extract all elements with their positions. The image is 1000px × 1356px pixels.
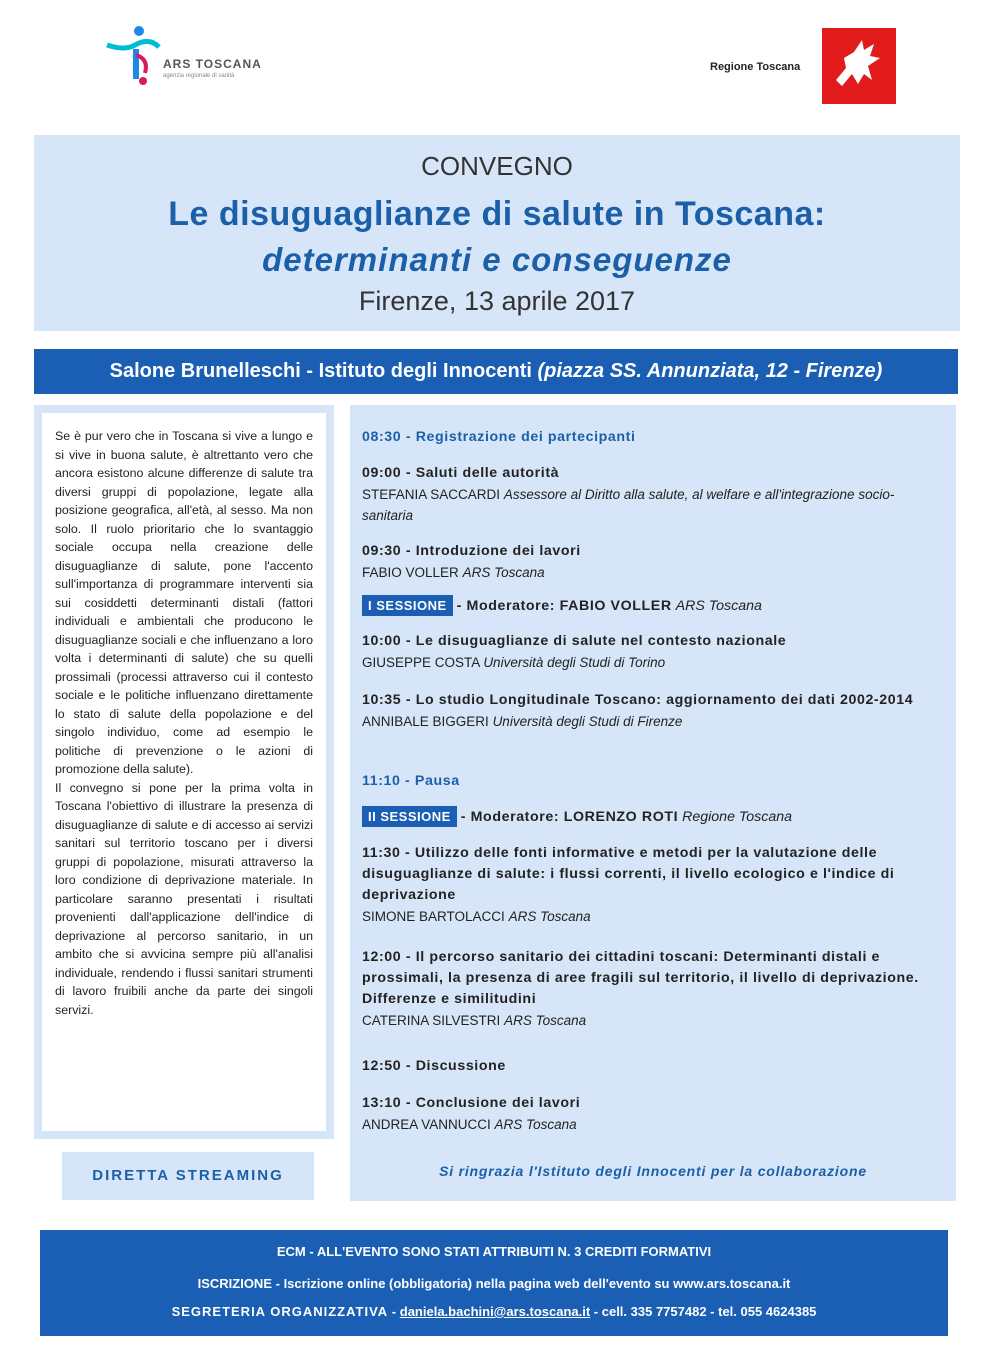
session-badge: I SESSIONE (362, 595, 453, 616)
speaker-affiliation: Università degli Studi di Firenze (492, 714, 683, 729)
speaker-affiliation: ARS Toscana (462, 565, 545, 580)
speaker-name: SIMONE BARTOLACCI (362, 909, 505, 924)
program-item (362, 947, 942, 1031)
regione-flag (822, 28, 896, 104)
event-title: Le disuguaglianze di salute in Toscana: (168, 195, 826, 233)
program-panel (350, 405, 956, 1201)
speaker-affiliation: Assessore al Diritto alla salute, al welfare e all'integrazione socio-sanitaria (362, 487, 895, 523)
session-moderator: - Moderatore: LORENZO ROTI (460, 809, 679, 825)
venue-address: (piazza SS. Annunziata, 12 - Firenze) (537, 360, 883, 382)
program-item-title: 09:30 - Introduzione dei lavori (362, 543, 581, 559)
program-item (362, 427, 942, 448)
program-item (362, 631, 942, 673)
event-date: Firenze, 13 aprile 2017 (358, 286, 636, 316)
registration-text: - Iscrizione online (obbligatoria) nella pagina web dell'evento su www.ars.toscana.it (275, 1276, 791, 1291)
intro-paragraph-1: Se è pur vero che in Toscana si vive a lungo e si vive in buona salute, è altrettanto vero che ancora esistono alcune differenze di salute tra diversi gruppi di popolazione, legate alla posizione geografica, all'età, al sesso. Ma non solo. Il ruolo prioritario che lo svantaggio sociale occupa nella creazione delle disuguaglianze di salute, pone l'accento sull'importanza di programmare interventi sia sui cosiddetti determinanti distali (fattori individuali e ambientali che producono le disuguaglianze sociali e che influenzano a loro volta i determinanti di salute) che su quelli prossimali (processi attraverso cui il contesto sociale e le politiche influenzano direttamente lo stato di salute della popolazione e del singolo individuo, come ad esempio le politiche di prevenzione o le azioni di promozione della salute). (55, 429, 313, 776)
registration-line (40, 1276, 948, 1291)
program-item-title: 10:35 - Lo studio Longitudinale Toscano: aggiornamento dei dati 2002-2014 (362, 692, 914, 708)
event-header (34, 135, 960, 331)
session-moderator: - Moderatore: FABIO VOLLER (456, 598, 672, 614)
speaker-name: STEFANIA SACCARDI (362, 487, 501, 502)
program-item-title: 11:30 - Utilizzo delle fonti informative e metodi per la valutazione delle disuguaglianze di salute: i flussi correnti, il livello ecologico e l'indice di deprivazione (362, 845, 895, 903)
event-subtitle: determinanti e conseguenze (262, 241, 732, 278)
ecm-credits: ECM - ALL'EVENTO SONO STATI ATTRIBUITI N. 3 CREDITI FORMATIVI (276, 1244, 712, 1259)
session-badge: II SESSIONE (362, 806, 457, 827)
speaker-name: ANDREA VANNUCCI (362, 1117, 491, 1132)
venue-bar (34, 349, 958, 394)
program-item-title: 08:30 - Registrazione dei partecipanti (362, 429, 636, 445)
session-moderator-affiliation: Regione Toscana (682, 809, 793, 825)
program-item (362, 1093, 942, 1135)
speaker-affiliation: ARS Toscana (508, 909, 591, 924)
program-item (362, 463, 942, 526)
ars-logo-mark-icon (105, 25, 161, 91)
program-item (362, 690, 942, 732)
session-header (362, 806, 942, 828)
speaker-affiliation: Università degli Studi di Torino (483, 655, 666, 670)
intro-paragraph-2: Il convegno si pone per la prima volta in Toscana l'obiettivo di illustrare la presenza di disuguaglianze di salute e di accesso ai servizi sanitari sul territorio toscano per i diversi gruppi di popolazione, misurati attraverso la loro condizione di deprivazione materiale. In particolare saranno presentati i risultati provenienti dall'applicazione dell'indice di deprivazione al percorso sanitario, in un ambito che si avvicina sempre più all'analisi individuale, rendendo i flussi sanitari strumenti di lavoro fruibili anche da parte dei singoli servizi. (55, 780, 313, 1017)
acknowledgement: Si ringrazia l'Istituto degli Innocenti per la collaborazione (439, 1163, 867, 1179)
registration-label: ISCRIZIONE (197, 1276, 272, 1291)
program-item-title: 11:10 - Pausa (362, 773, 460, 789)
venue-name: Salone Brunelleschi - Istituto degli Innocenti (109, 360, 532, 382)
program-item (362, 771, 942, 792)
program-item (362, 843, 942, 927)
ars-logo-tagline: agenzia regionale di sanità (163, 73, 235, 79)
program-item (362, 1056, 942, 1077)
speaker-name: FABIO VOLLER (362, 565, 459, 580)
streaming-button[interactable]: DIRETTA STREAMING (62, 1152, 314, 1200)
program-item-title: 12:00 - Il percorso sanitario dei cittadini toscani: Determinanti distali e prossimali, la presenza di aree fragili sul territorio, il livello di deprivazione. Differenze e similitudini (362, 949, 919, 1007)
speaker-affiliation: ARS Toscana (494, 1117, 577, 1132)
regione-toscana-logo (700, 28, 900, 106)
regione-logo-name: Regione Toscana (710, 61, 801, 73)
secretariat-contacts: - cell. 335 7757482 - tel. 055 4624385 (593, 1304, 817, 1319)
secretariat-label: SEGRETERIA ORGANIZZATIVA (171, 1304, 389, 1319)
program-item-title: 12:50 - Discussione (362, 1058, 506, 1074)
program-item-title: 10:00 - Le disuguaglianze di salute nel contesto nazionale (362, 633, 787, 649)
speaker-name: GIUSEPPE COSTA (362, 655, 480, 670)
session-moderator-affiliation: ARS Toscana (675, 598, 762, 614)
speaker-affiliation: ARS Toscana (504, 1013, 587, 1028)
program-item-title: 09:00 - Saluti delle autorità (362, 465, 560, 481)
ars-toscana-logo (105, 25, 275, 95)
ars-logo-name: ARS TOSCANA (163, 57, 262, 71)
program-item (362, 541, 942, 583)
secretariat-email-link[interactable]: daniela.bachini@ars.toscana.it (399, 1304, 591, 1319)
intro-panel (34, 405, 334, 1139)
speaker-name: ANNIBALE BIGGERI (362, 714, 489, 729)
program-item-title: 13:10 - Conclusione dei lavori (362, 1095, 581, 1111)
event-kicker: CONVEGNO (421, 151, 573, 181)
pegasus-icon (822, 28, 896, 104)
footer-info-bar (40, 1230, 948, 1336)
session-header (362, 595, 942, 617)
intro-text-box (42, 413, 326, 1131)
speaker-name: CATERINA SILVESTRI (362, 1013, 501, 1028)
secretariat-line: SEGRETERIA ORGANIZZATIVA - daniela.bachini@ars.toscana.it - cell. 335 7757482 - tel. 055 4624385 (171, 1304, 817, 1319)
